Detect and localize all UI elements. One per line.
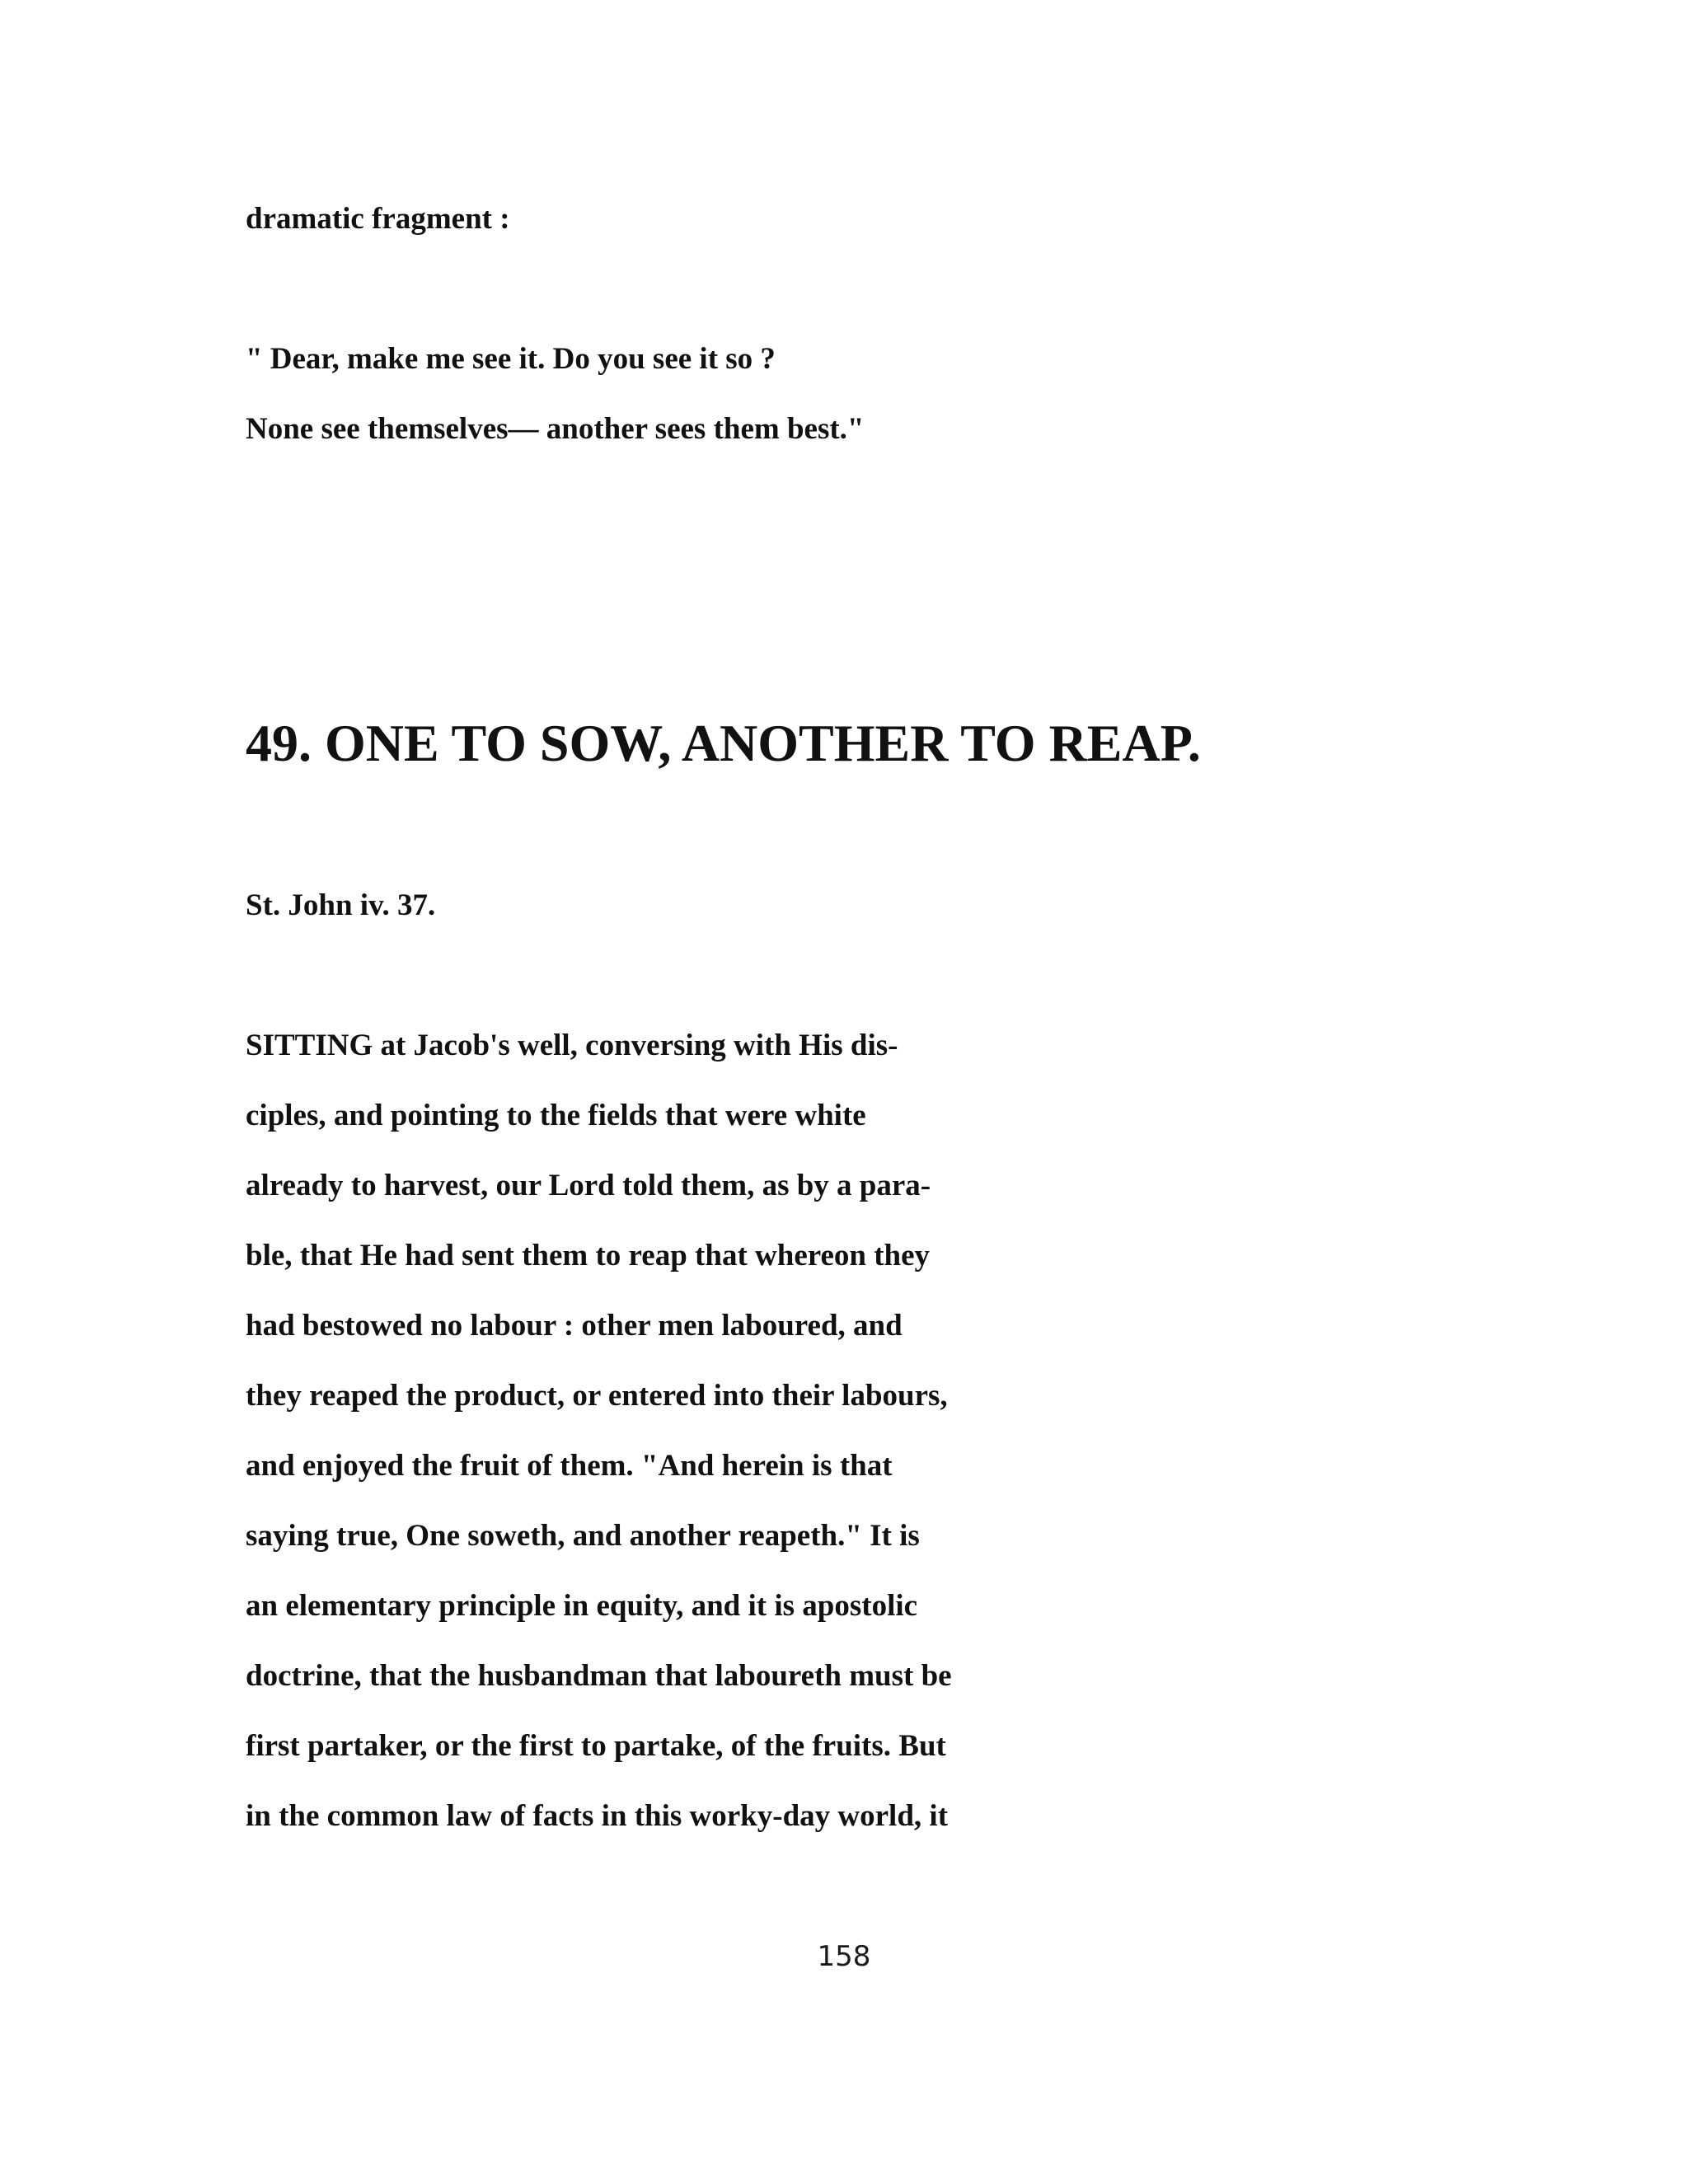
quote-line: None see themselves— another sees them best." <box>246 412 865 446</box>
body-line: an elementary principle in equity, and it is apostolic <box>246 1589 918 1623</box>
quote-line: " Dear, make me see it. Do you see it so ? <box>246 342 776 376</box>
body-line: first partaker, or the first to partake, of the fruits. But <box>246 1729 946 1763</box>
page-number: 158 <box>817 1940 871 1973</box>
body-line: ble, that He had sent them to reap that whereon they <box>246 1239 931 1272</box>
body-line: already to harvest, our Lord told them, as by a para- <box>246 1169 931 1202</box>
chapter-title: 49. ONE TO SOW, ANOTHER TO REAP. <box>246 714 1201 772</box>
body-line: SITTING at Jacob's well, conversing with His dis- <box>246 1029 898 1062</box>
body-line: they reaped the product, or entered into their labours, <box>246 1379 948 1413</box>
body-line: in the common law of facts in this worky-day world, it <box>246 1799 949 1833</box>
body-line: saying true, One soweth, and another reapeth." It is <box>246 1519 920 1553</box>
intro-line: dramatic fragment : <box>246 202 510 236</box>
scripture-reference: St. John iv. 37. <box>246 888 436 922</box>
body-line: had bestowed no labour : other men laboured, and <box>246 1309 903 1343</box>
body-line: and enjoyed the fruit of them. "And herein is that <box>246 1449 893 1483</box>
body-line: doctrine, that the husbandman that laboureth must be <box>246 1659 952 1693</box>
body-line: ciples, and pointing to the fields that were white <box>246 1099 866 1132</box>
